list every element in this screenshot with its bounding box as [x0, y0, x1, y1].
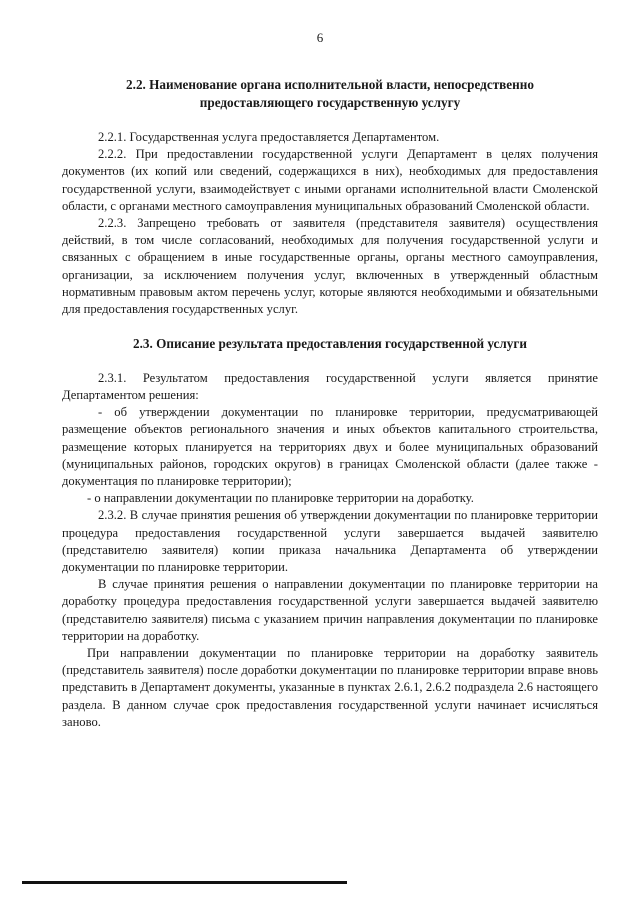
section-heading-2-2 [62, 76, 598, 111]
paragraph-2-2-1: 2.2.1. Государственная услуга предоставляется Департаментом. [98, 130, 440, 144]
paragraph-2-2-3: 2.2.3. Запрещено требовать от заявителя (представителя заявителя) осуществления действий, в том числе согласований, необходимых для получения государственной услуги и связанных с обращением в иные государственные органы, органы местного самоуправления, организации, за исключением получения услуг, включенных в утвержденный областным нормативным правовым актом перечень услуг, которые являются необходимыми и обязательными для предоставления государственных услуг. [62, 216, 598, 317]
paragraph-2-3-2: 2.3.2. В случае принятия решения об утверждении документации по планировке территории процедура предоставления государственной услуги завершается выдачей заявителю (представителю заявителя) копии приказа начальника Департамента об утверждении документации по планировке территории. [62, 508, 598, 574]
section-heading-2-3: 2.3. Описание результата предоставления государственной услуги [133, 336, 527, 352]
section-heading-2-2-line2: предоставляющего государственную услугу [199, 94, 461, 110]
document-body [62, 76, 598, 731]
list-item-approval: - об утверждении документации по планировке территории, предусматривающей размещение объектов регионального значения и иных объектов капитального строительства, размещение которых планируется на территориях двух и более муниципальных образований (муниципальных районов, городских округов) в границах Смоленской области (далее также - документация по планировке территории); [62, 405, 598, 488]
paragraph-resubmission: При направлении документации по планировке территории на доработку заявитель (представитель заявителя) после доработки документации по планировке территории вправе вновь представить в Департамент документы, указанные в пунктах 2.6.1, 2.6.2 подраздела 2.6 настоящего раздела. В данном случае срок предоставления государственной услуги начинает исчисляться заново. [62, 645, 598, 729]
page-number: 6 [316, 30, 324, 45]
section-heading-2-2-line1: 2.2. Наименование органа исполнительной власти, непосредственно [126, 77, 534, 92]
footer-rule [22, 881, 347, 884]
list-item-revision: - о направлении документации по планировке территории на доработку. [87, 491, 474, 506]
paragraph-2-2-2: 2.2.2. При предоставлении государственной услуги Департамент в целях получения документов (их копий или сведений, содержащихся в них), необходимых для предоставления государственной услуги, взаимодействует с иными органами исполнительной власти Смоленской области, с органами местного самоуправления муниципальных образований Смоленской области. [62, 147, 598, 213]
paragraph-revision-decision: В случае принятия решения о направлении документации по планировке территории на доработку процедура предоставления государственной услуги завершается выдачей заявителю (представителю заявителя) письма с указанием причин направления документации по планировке территории на доработку. [62, 577, 598, 643]
paragraph-2-3-1: 2.3.1. Результатом предоставления государственной услуги является принятие Департаментом решения: [62, 370, 598, 402]
